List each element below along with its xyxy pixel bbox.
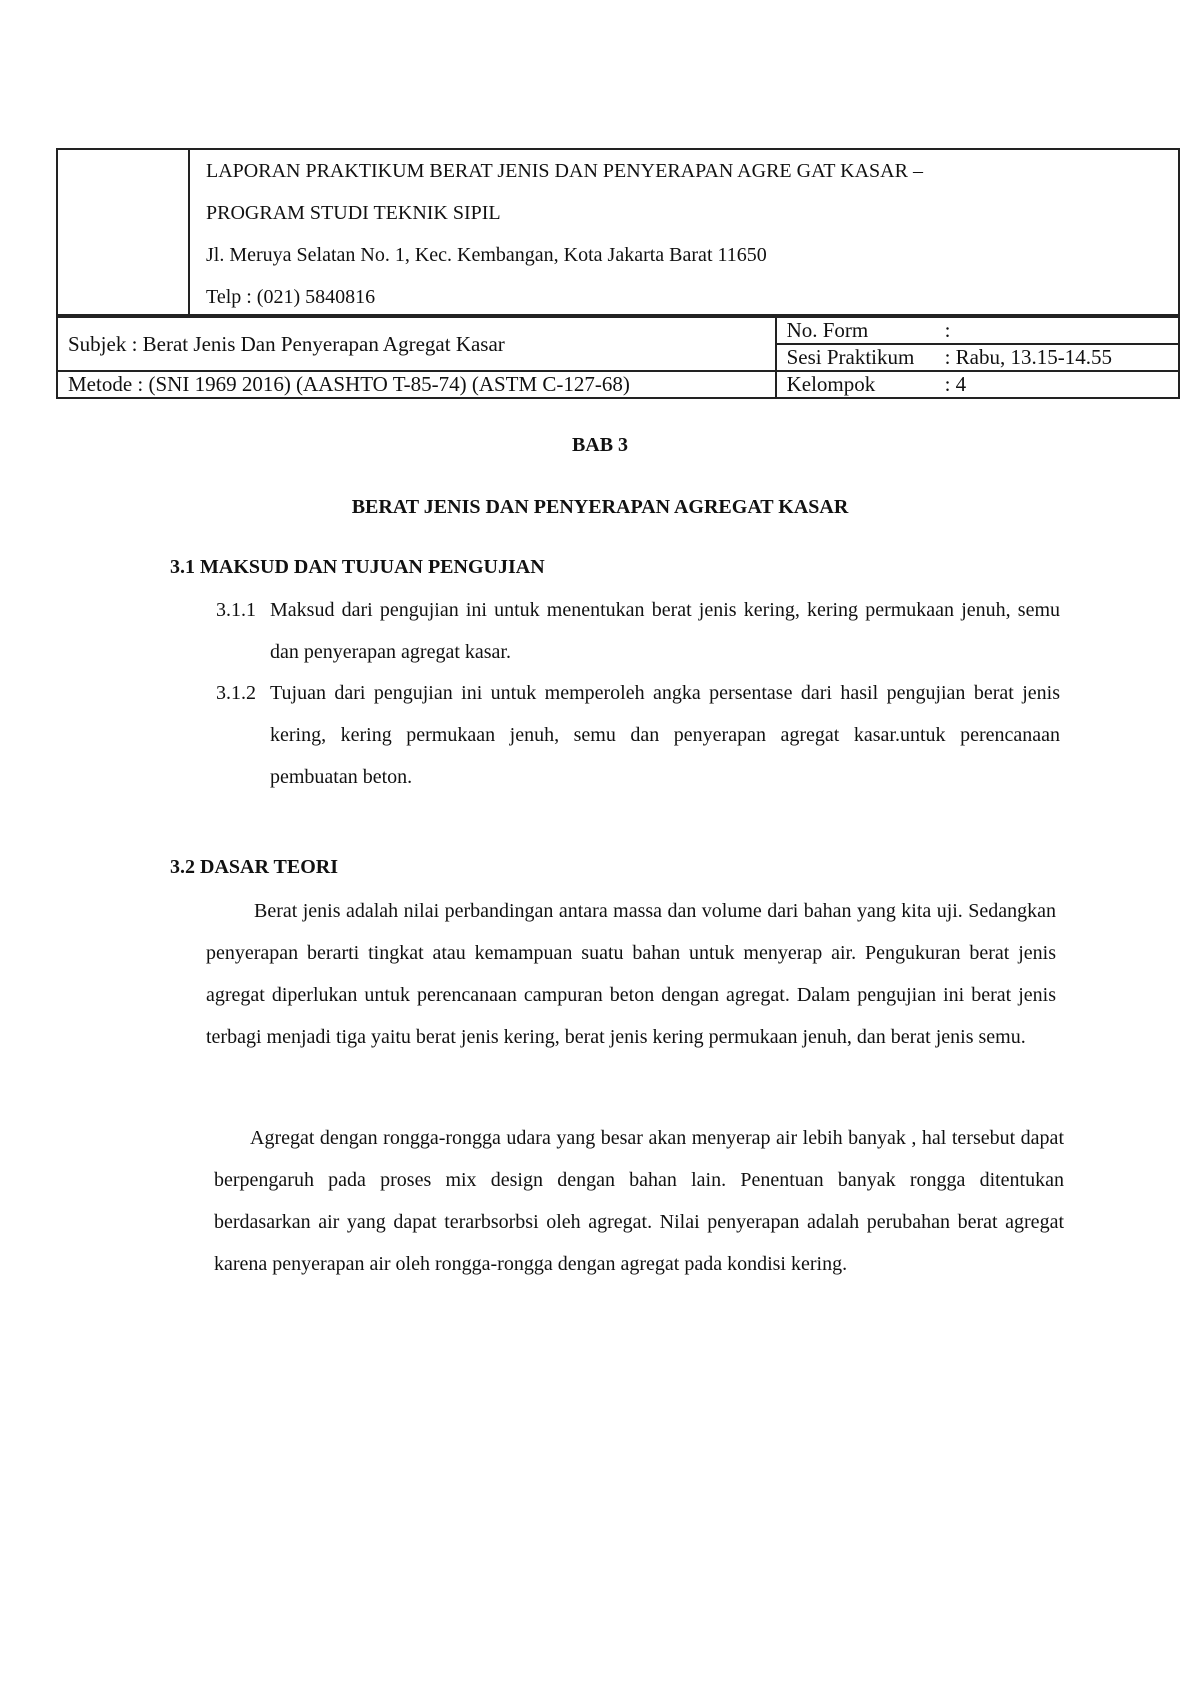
- phone: Telp : (021) 5840816: [206, 286, 376, 308]
- item-text: Maksud dari pengujian ini untuk menentukan berat jenis kering, kering permukaan jenuh, semu dan penyerapan agregat kasar.: [270, 599, 1060, 663]
- item-text: Tujuan dari pengujian ini untuk memperoleh angka persentase dari hasil pengujian berat jenis kering, kering permukaan jenuh, semu dan penyerapan agregat kasar.untuk perencanaan pembuatan beton.: [270, 682, 1060, 788]
- item-number: 3.1.1: [216, 599, 256, 621]
- group-cell: [776, 371, 1179, 398]
- report-title-line-2: PROGRAM STUDI TEKNIK SIPIL: [206, 202, 501, 224]
- report-title-line-1: LAPORAN PRAKTIKUM BERAT JENIS DAN PENYERAPAN AGRE GAT KASAR –: [206, 160, 923, 182]
- section-heading-3-1: 3.1 MAKSUD DAN TUJUAN PENGUJIAN: [170, 556, 545, 578]
- subject-cell: Subjek : Berat Jenis Dan Penyerapan Agregat Kasar: [57, 317, 776, 371]
- report-header: [56, 148, 1180, 316]
- session-label: Sesi Praktikum: [786, 345, 915, 369]
- list-item: [216, 589, 1060, 673]
- no-form-value: :: [944, 318, 951, 342]
- group-label: Kelompok: [786, 372, 876, 396]
- chapter-number: BAB 3: [571, 434, 629, 456]
- body-paragraph: Agregat dengan rongga-rongga udara yang besar akan menyerap air lebih banyak , hal tersebut dapat berpengaruh pada proses mix design dengan bahan lain. Penentuan banyak rongga ditentukan berdasarkan air yang dapat terarbsorbsi oleh agregat. Nilai penyerapan adalah perubahan berat agregat karena penyerapan air oleh rongga-rongga dengan agregat pada kondisi kering.: [214, 1127, 1064, 1275]
- chapter-title: BERAT JENIS DAN PENYERAPAN AGREGAT KASAR: [351, 496, 849, 518]
- session-value: : Rabu, 13.15-14.55: [944, 345, 1112, 369]
- session-cell: [776, 344, 1179, 371]
- no-form-label: No. Form: [786, 318, 869, 342]
- no-form-cell: [776, 317, 1179, 344]
- section-heading-3-2: 3.2 DASAR TEORI: [170, 856, 338, 878]
- group-value: : 4: [944, 372, 967, 396]
- method-cell: Metode : (SNI 1969 2016) (AASHTO T-85-74) (ASTM C-127-68): [57, 371, 776, 398]
- item-number: 3.1.2: [216, 682, 256, 704]
- header-text: [206, 150, 1170, 318]
- body-paragraph: Berat jenis adalah nilai perbandingan antara massa dan volume dari bahan yang kita uji. Sedangkan penyerapan berarti tingkat atau kemampuan suatu bahan untuk menyerap air. Pengukuran berat jenis agregat diperlukan untuk perencanaan campuran beton dengan agregat. Dalam pengujian ini berat jenis terbagi menjadi tiga yaitu berat jenis kering, berat jenis kering permukaan jenuh, dan berat jenis semu.: [206, 900, 1056, 1048]
- address: Jl. Meruya Selatan No. 1, Kec. Kembangan, Kota Jakarta Barat 11650: [206, 244, 767, 266]
- logo-cell: [58, 150, 190, 314]
- list-item: [216, 672, 1060, 798]
- header-info-table: [56, 316, 1180, 399]
